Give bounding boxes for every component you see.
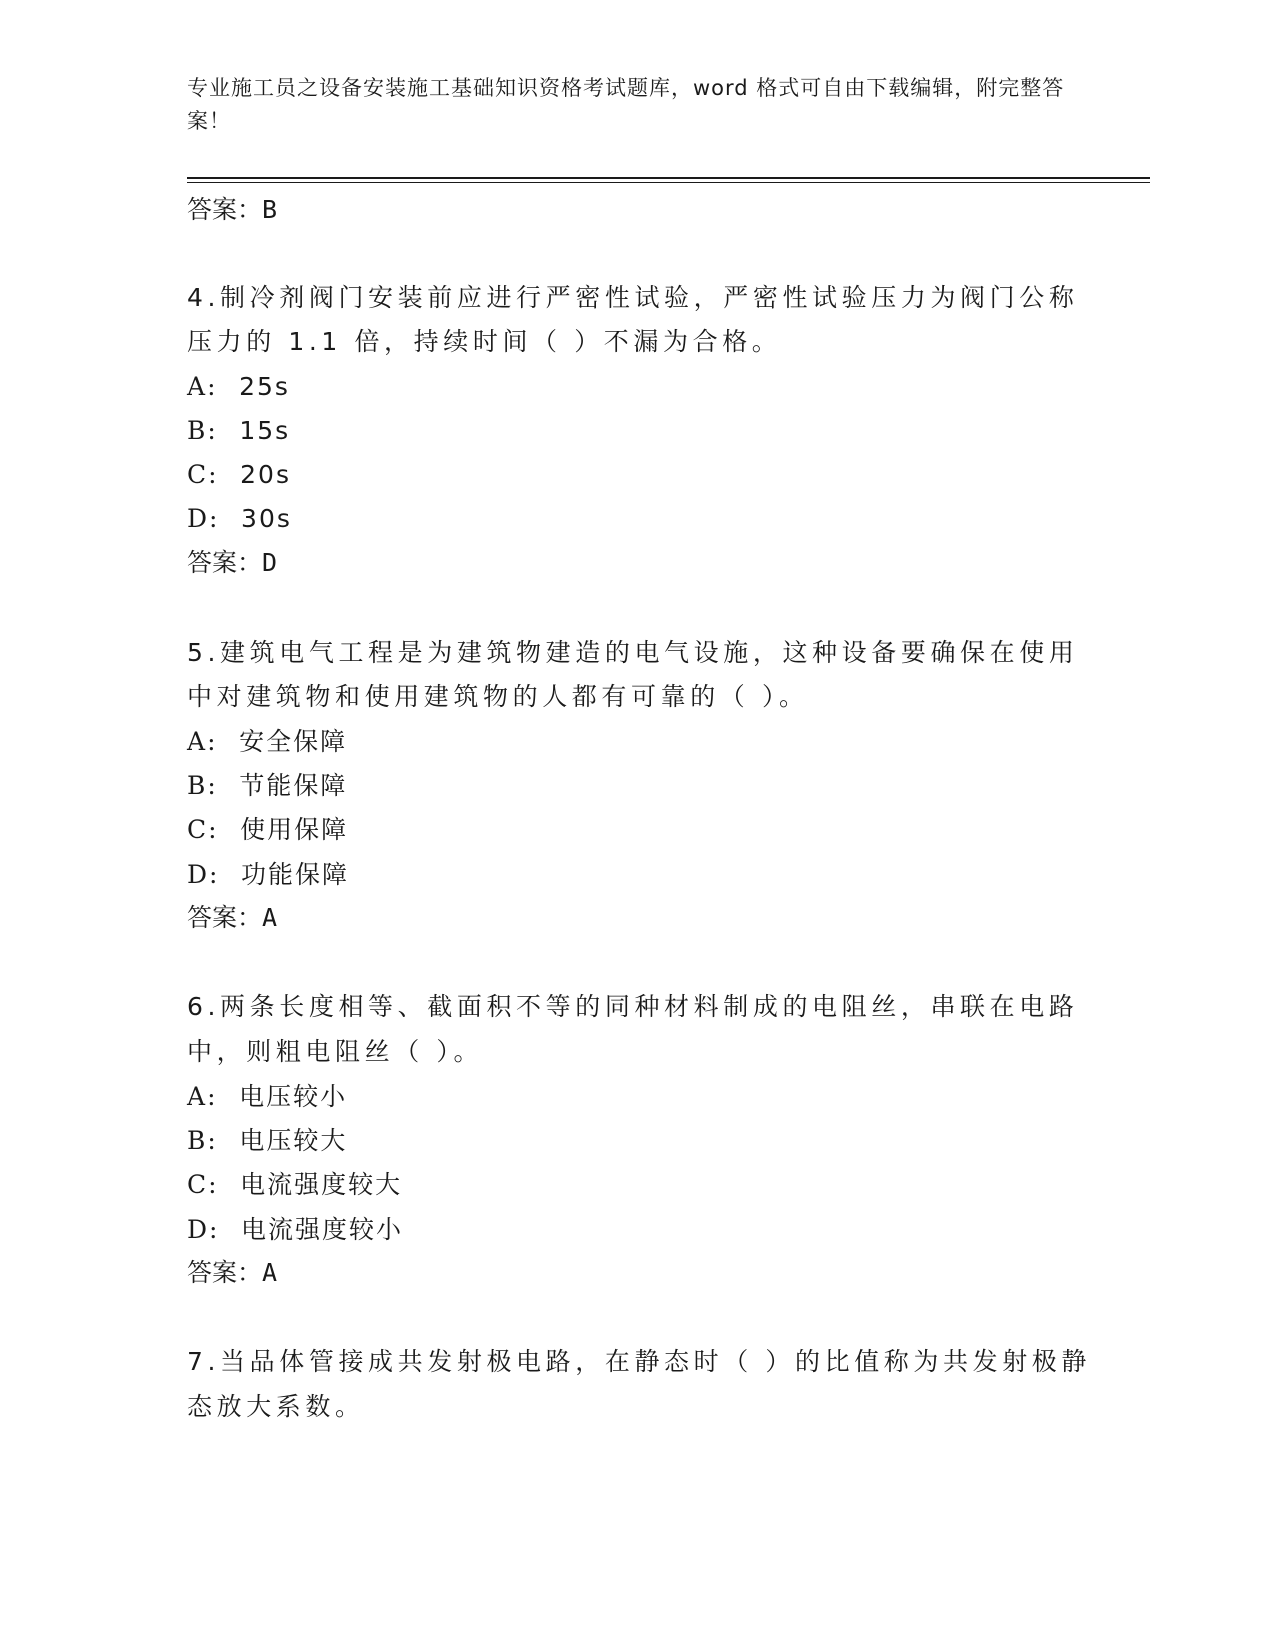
header-divider-thin [187,182,1150,183]
option-d [187,860,349,890]
option-c [187,1170,402,1200]
answer-line [187,548,277,578]
answer-label: 答案： [187,195,263,224]
option-separator: : [207,1126,218,1155]
option-separator: : [208,460,219,489]
option-separator: : [208,1170,219,1199]
option-text: 20s [240,460,291,489]
answer-label: 答案： [187,903,263,932]
option-text: 15s [239,416,291,445]
question-text-line: 6.两条长度相等、截面积不等的同种材料制成的电阻丝，串联在电路 [187,992,1079,1021]
option-letter: D [187,504,210,533]
option-letter: B [187,1126,208,1155]
option-separator: : [207,372,218,401]
option-a [187,372,290,402]
option-letter: C [187,815,209,844]
option-separator: : [207,1082,218,1111]
question-text-line: 7.当品体管接成共发射极电路，在静态时（ ）的比值称为共发射极静 [187,1347,1092,1376]
option-letter: D [187,860,210,889]
answer-value: A [262,1258,278,1287]
option-separator: : [207,416,218,445]
option-letter: A [187,727,208,756]
answer-line [187,1258,277,1288]
option-c [187,815,348,845]
option-text: 电流强度较小 [241,1215,404,1244]
option-separator: : [208,815,219,844]
answer-value: A [262,903,278,932]
question-text-line: 压力的 1.1 倍，持续时间（ ）不漏为合格。 [187,327,782,356]
document-header: 专业施工员之设备安装施工基础知识资格考试题库，word 格式可自由下载编辑，附完整答案！ [187,76,1065,133]
option-separator: : [209,504,220,533]
option-text: 使用保障 [240,815,349,844]
option-letter: C [187,460,209,489]
option-text: 功能保障 [241,860,350,889]
option-letter: A [187,372,208,401]
header-divider-thick [187,177,1150,179]
option-letter: D [187,1215,210,1244]
option-text: 节能保障 [239,771,348,800]
option-letter: A [187,1082,208,1111]
option-letter: B [187,771,208,800]
question-text-line: 4.制冷剂阀门安装前应进行严密性试验，严密性试验压力为阀门公称 [187,283,1079,312]
answer-line [187,903,277,933]
option-text: 电压较小 [239,1082,348,1111]
option-text: 电流强度较大 [240,1170,403,1199]
option-separator: : [209,860,220,889]
question-text-line: 5.建筑电气工程是为建筑物建造的电气设施，这种设备要确保在使用 [187,638,1079,667]
answer-label: 答案： [187,548,263,577]
option-letter: C [187,1170,209,1199]
option-d [187,504,292,534]
question-text-line: 中，则粗电阻丝（ ）。 [187,1037,484,1066]
option-text: 安全保障 [239,727,348,756]
option-separator: : [209,1215,220,1244]
option-separator: : [207,771,218,800]
option-a [187,727,347,757]
option-letter: B [187,416,208,445]
option-a [187,1082,347,1112]
option-text: 25s [239,372,290,401]
answer-line [187,195,277,225]
option-text: 30s [241,504,292,533]
option-d [187,1215,403,1245]
question-text-line: 中对建筑物和使用建筑物的人都有可靠的（ ）。 [187,682,809,711]
option-b [187,771,347,801]
question-text-line: 态放大系数。 [187,1392,365,1421]
option-text: 电压较大 [239,1126,348,1155]
answer-value: B [262,195,278,224]
option-c [187,460,291,490]
option-b [187,416,290,446]
option-separator: : [207,727,218,756]
answer-value: D [262,548,278,577]
option-b [187,1126,347,1156]
answer-label: 答案： [187,1258,263,1287]
